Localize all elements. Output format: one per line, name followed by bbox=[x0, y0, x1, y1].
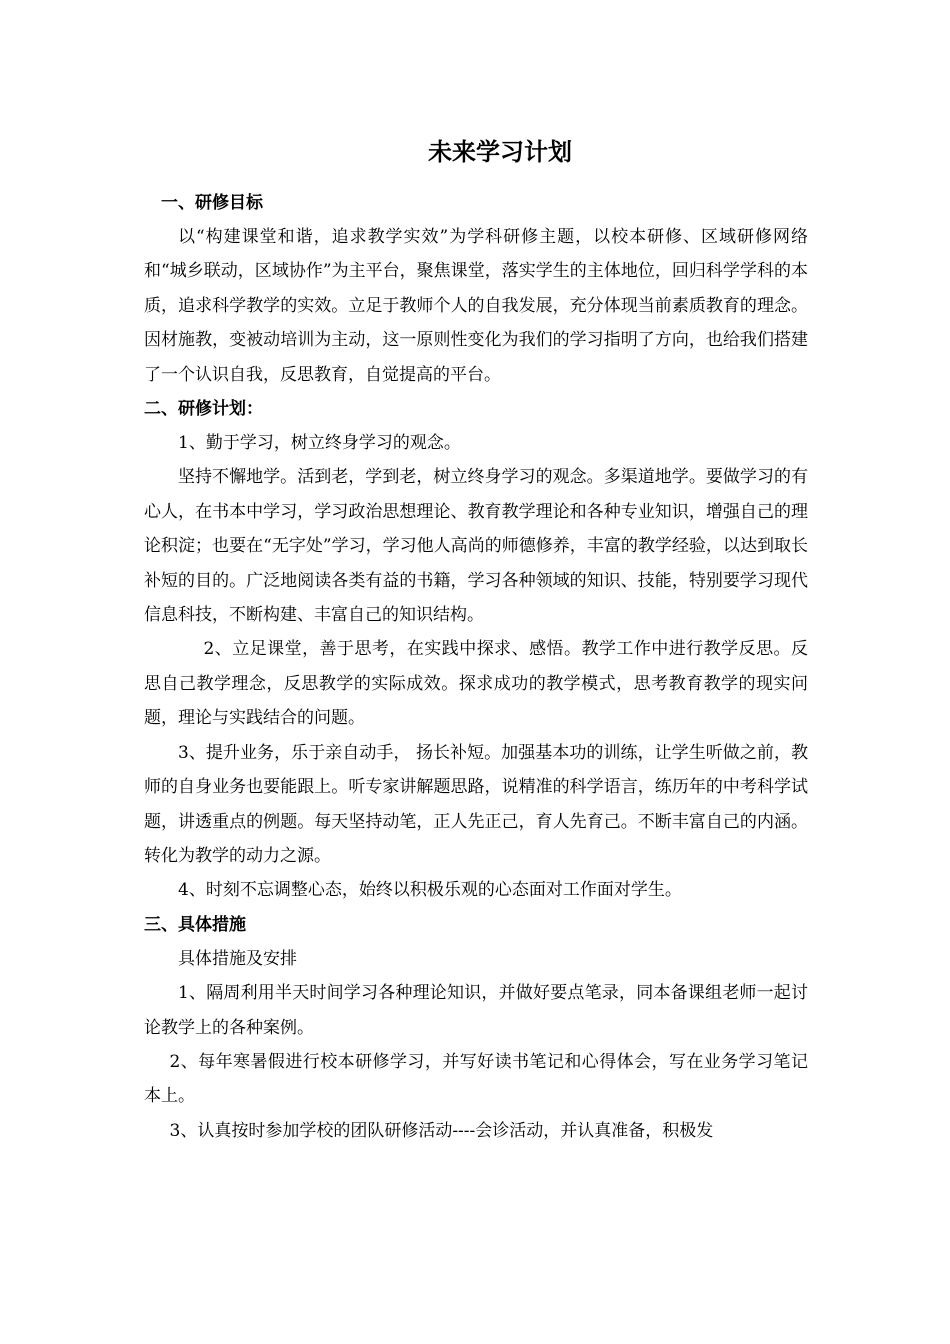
paragraph-plan-1-detail: 坚持不懈地学。活到老，学到老，树立终身学习的观念。多渠道地学。要做学习的有心人，在书本中学习，学习政治思想理论、教育教学理论和各种专业知识，增强自己的理论积淀；也要在“无字处”学习，学习他人高尚的师德修养，丰富的教学经验，以达到取长补短的目的。广泛地阅读各类有益的书籍，学习各种领域的知识、技能，特别要学习现代信息科技，不断构建、丰富自己的知识结构。 bbox=[144, 467, 808, 626]
section-heading-plan: 二、研修计划： bbox=[144, 399, 263, 420]
document-title: 未来学习计划 bbox=[428, 137, 572, 166]
paragraph-measures-2: 2、每年寒暑假进行校本研修学习，并写好读书笔记和心得体会，写在业务学习笔记本上。 bbox=[144, 1051, 808, 1107]
section-heading-measures: 三、具体措施 bbox=[144, 914, 246, 935]
paragraph-measures-intro: 具体措施及安排 bbox=[178, 948, 297, 969]
section-heading-goals: 一、研修目标 bbox=[161, 193, 263, 213]
paragraph-plan-2: 2、立足课堂，善于思考，在实践中探求、感悟。教学工作中进行教学反思。反思自己教学理念，反思教学的实际成效。探求成功的教学模式，思考教育教学的现实问题，理论与实践结合的问题。 bbox=[144, 639, 808, 729]
paragraph-measures-3: 3、认真按时参加学校的团队研修活动----会诊活动，并认真准备，积极发 bbox=[169, 1120, 714, 1141]
document-page bbox=[144, 128, 808, 1148]
paragraph-goals: 以“构建课堂和谐，追求教学实效”为学科研修主题，以校本研修、区域研修网络和“城乡联动，区域协作”为主平台，聚焦课堂，落实学生的主体地位，回归科学学科的本质，追求科学教学的实效。立足于教师个人的自我发展，充分体现当前素质教育的理念。因材施教，变被动培训为主动，这一原则性变化为我们的学习指明了方向，也给我们搭建了一个认识自我，反思教育，自觉提高的平台。 bbox=[144, 227, 808, 385]
paragraph-measures-1: 1、隔周利用半天时间学习各种理论知识，并做好要点笔录，同本备课组老师一起讨论教学上的各种案例。 bbox=[144, 983, 808, 1038]
paragraph-plan-1: 1、勤于学习，树立终身学习的观念。 bbox=[178, 433, 461, 454]
paragraph-plan-4: 4、时刻不忘调整心态，始终以积极乐观的心态面对工作面对学生。 bbox=[178, 880, 682, 901]
paragraph-plan-3: 3、提升业务，乐于亲自动手， 扬长补短。加强基本功的训练，让学生听做之前，教师的自身业务也要能跟上。听专家讲解题思路，说精准的科学语言，练历年的中考科学试题，讲透重点的例题。每天坚持动笔，正人先正己，育人先育己。不断丰富自己的内涵。转化为教学的动力之源。 bbox=[144, 742, 808, 866]
